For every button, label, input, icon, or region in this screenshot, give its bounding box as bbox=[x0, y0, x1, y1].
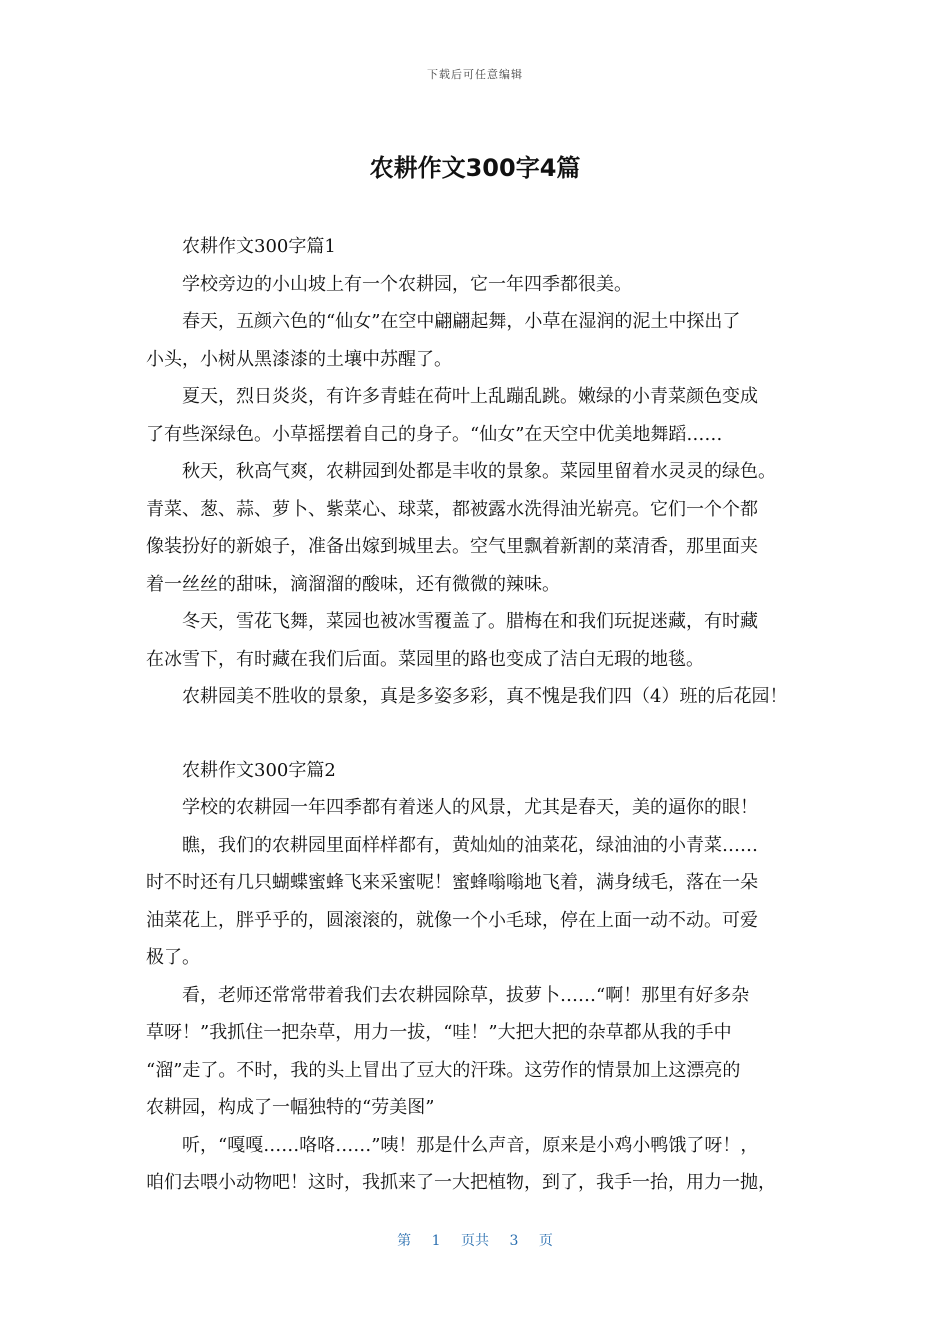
section-heading: 农耕作文300字篇2 bbox=[182, 759, 336, 781]
footer-suffix: 页 bbox=[538, 1233, 553, 1249]
paragraph-line: 像装扮好的新娘子，准备出嫁到城里去。空气里飘着新割的菜清香，那里面夹 bbox=[146, 536, 758, 557]
section-heading: 农耕作文300字篇1 bbox=[182, 236, 336, 257]
paragraph-line: 夏天，烈日炎炎，有许多青蛙在荷叶上乱蹦乱跳。嫩绿的小青菜颜色变成 bbox=[182, 386, 758, 407]
paragraph-line: 秋天，秋高气爽，农耕园到处都是丰收的景象。菜园里留着水灵灵的绿色。 bbox=[182, 461, 776, 482]
page-number-footer bbox=[0, 1230, 950, 1250]
footer-middle: 页共 bbox=[461, 1233, 489, 1249]
paragraph-line: 听，“嘎嘎……咯咯……”咦！那是什么声音，原来是小鸡小鸭饿了呀！， bbox=[182, 1134, 759, 1156]
paragraph-line: 看，老师还常常带着我们去农耕园除草，拔萝卜……“啊！那里有好多杂 bbox=[182, 984, 750, 1006]
paragraph-line: 着一丝丝的甜味，滴溜溜的酸味，还有微微的辣味。 bbox=[146, 573, 560, 595]
paragraph-line: 瞧，我们的农耕园里面样样都有，黄灿灿的油菜花，绿油油的小青菜…… bbox=[182, 834, 758, 856]
paragraph-line: 咱们去喂小动物吧！这时，我抓来了一大把植物，到了，我手一抬，用力一抛， bbox=[146, 1172, 776, 1193]
paragraph-line: 草呀！”我抓住一把杂草，用力一拔，“哇！”大把大把的杂草都从我的手中 bbox=[146, 1022, 732, 1043]
paragraph-line: 学校旁边的小山坡上有一个农耕园，它一年四季都很美。 bbox=[182, 273, 632, 295]
paragraph-line: 了有些深绿色。小草摇摆着自己的身子。“仙女”在天空中优美地舞蹈…… bbox=[146, 423, 723, 445]
paragraph-line: 春天，五颜六色的“仙女”在空中翩翩起舞，小草在湿润的泥土中探出了 bbox=[182, 311, 741, 332]
paragraph-line: 青菜、葱、蒜、萝卜、紫菜心、球菜，都被露水洗得油光崭亮。它们一个个都 bbox=[146, 498, 758, 520]
paragraph-line: 在冰雪下，有时藏在我们后面。菜园里的路也变成了洁白无瑕的地毯。 bbox=[146, 648, 704, 670]
paragraph-line: 农耕园美不胜收的景象，真是多姿多彩，真不愧是我们四（4）班的后花园！ bbox=[182, 686, 788, 707]
current-page-number: 1 bbox=[431, 1233, 441, 1249]
paragraph-line: 冬天，雪花飞舞，菜园也被冰雪覆盖了。腊梅在和我们玩捉迷藏，有时藏 bbox=[182, 611, 758, 632]
paragraph-line: 油菜花上，胖乎乎的，圆滚滚的，就像一个小毛球，停在上面一动不动。可爱 bbox=[146, 909, 758, 931]
paragraph-line: 农耕园，构成了一幅独特的“劳美图” bbox=[146, 1097, 435, 1118]
paragraph-line: 小头，小树从黑漆漆的土壤中苏醒了。 bbox=[146, 348, 452, 370]
total-page-count: 3 bbox=[509, 1233, 519, 1249]
section-spacer bbox=[146, 716, 818, 752]
paragraph-line: 极了。 bbox=[146, 947, 200, 968]
paragraph-line: 时不时还有几只蝴蝶蜜蜂飞来采蜜呢！蜜蜂嗡嗡地飞着，满身绒毛，落在一朵 bbox=[146, 872, 758, 893]
document-body bbox=[146, 228, 818, 1202]
document-title: 农耕作文300字4篇 bbox=[369, 154, 581, 182]
paragraph-line: 学校的农耕园一年四季都有着迷人的风景，尤其是春天，美的逼你的眼！ bbox=[182, 797, 758, 818]
paragraph-line: “溜”走了。不时，我的头上冒出了豆大的汗珠。这劳作的情景加上这漂亮的 bbox=[146, 1059, 741, 1081]
footer-prefix: 第 bbox=[397, 1233, 412, 1249]
page-header-note: 下载后可任意编辑 bbox=[427, 68, 523, 81]
